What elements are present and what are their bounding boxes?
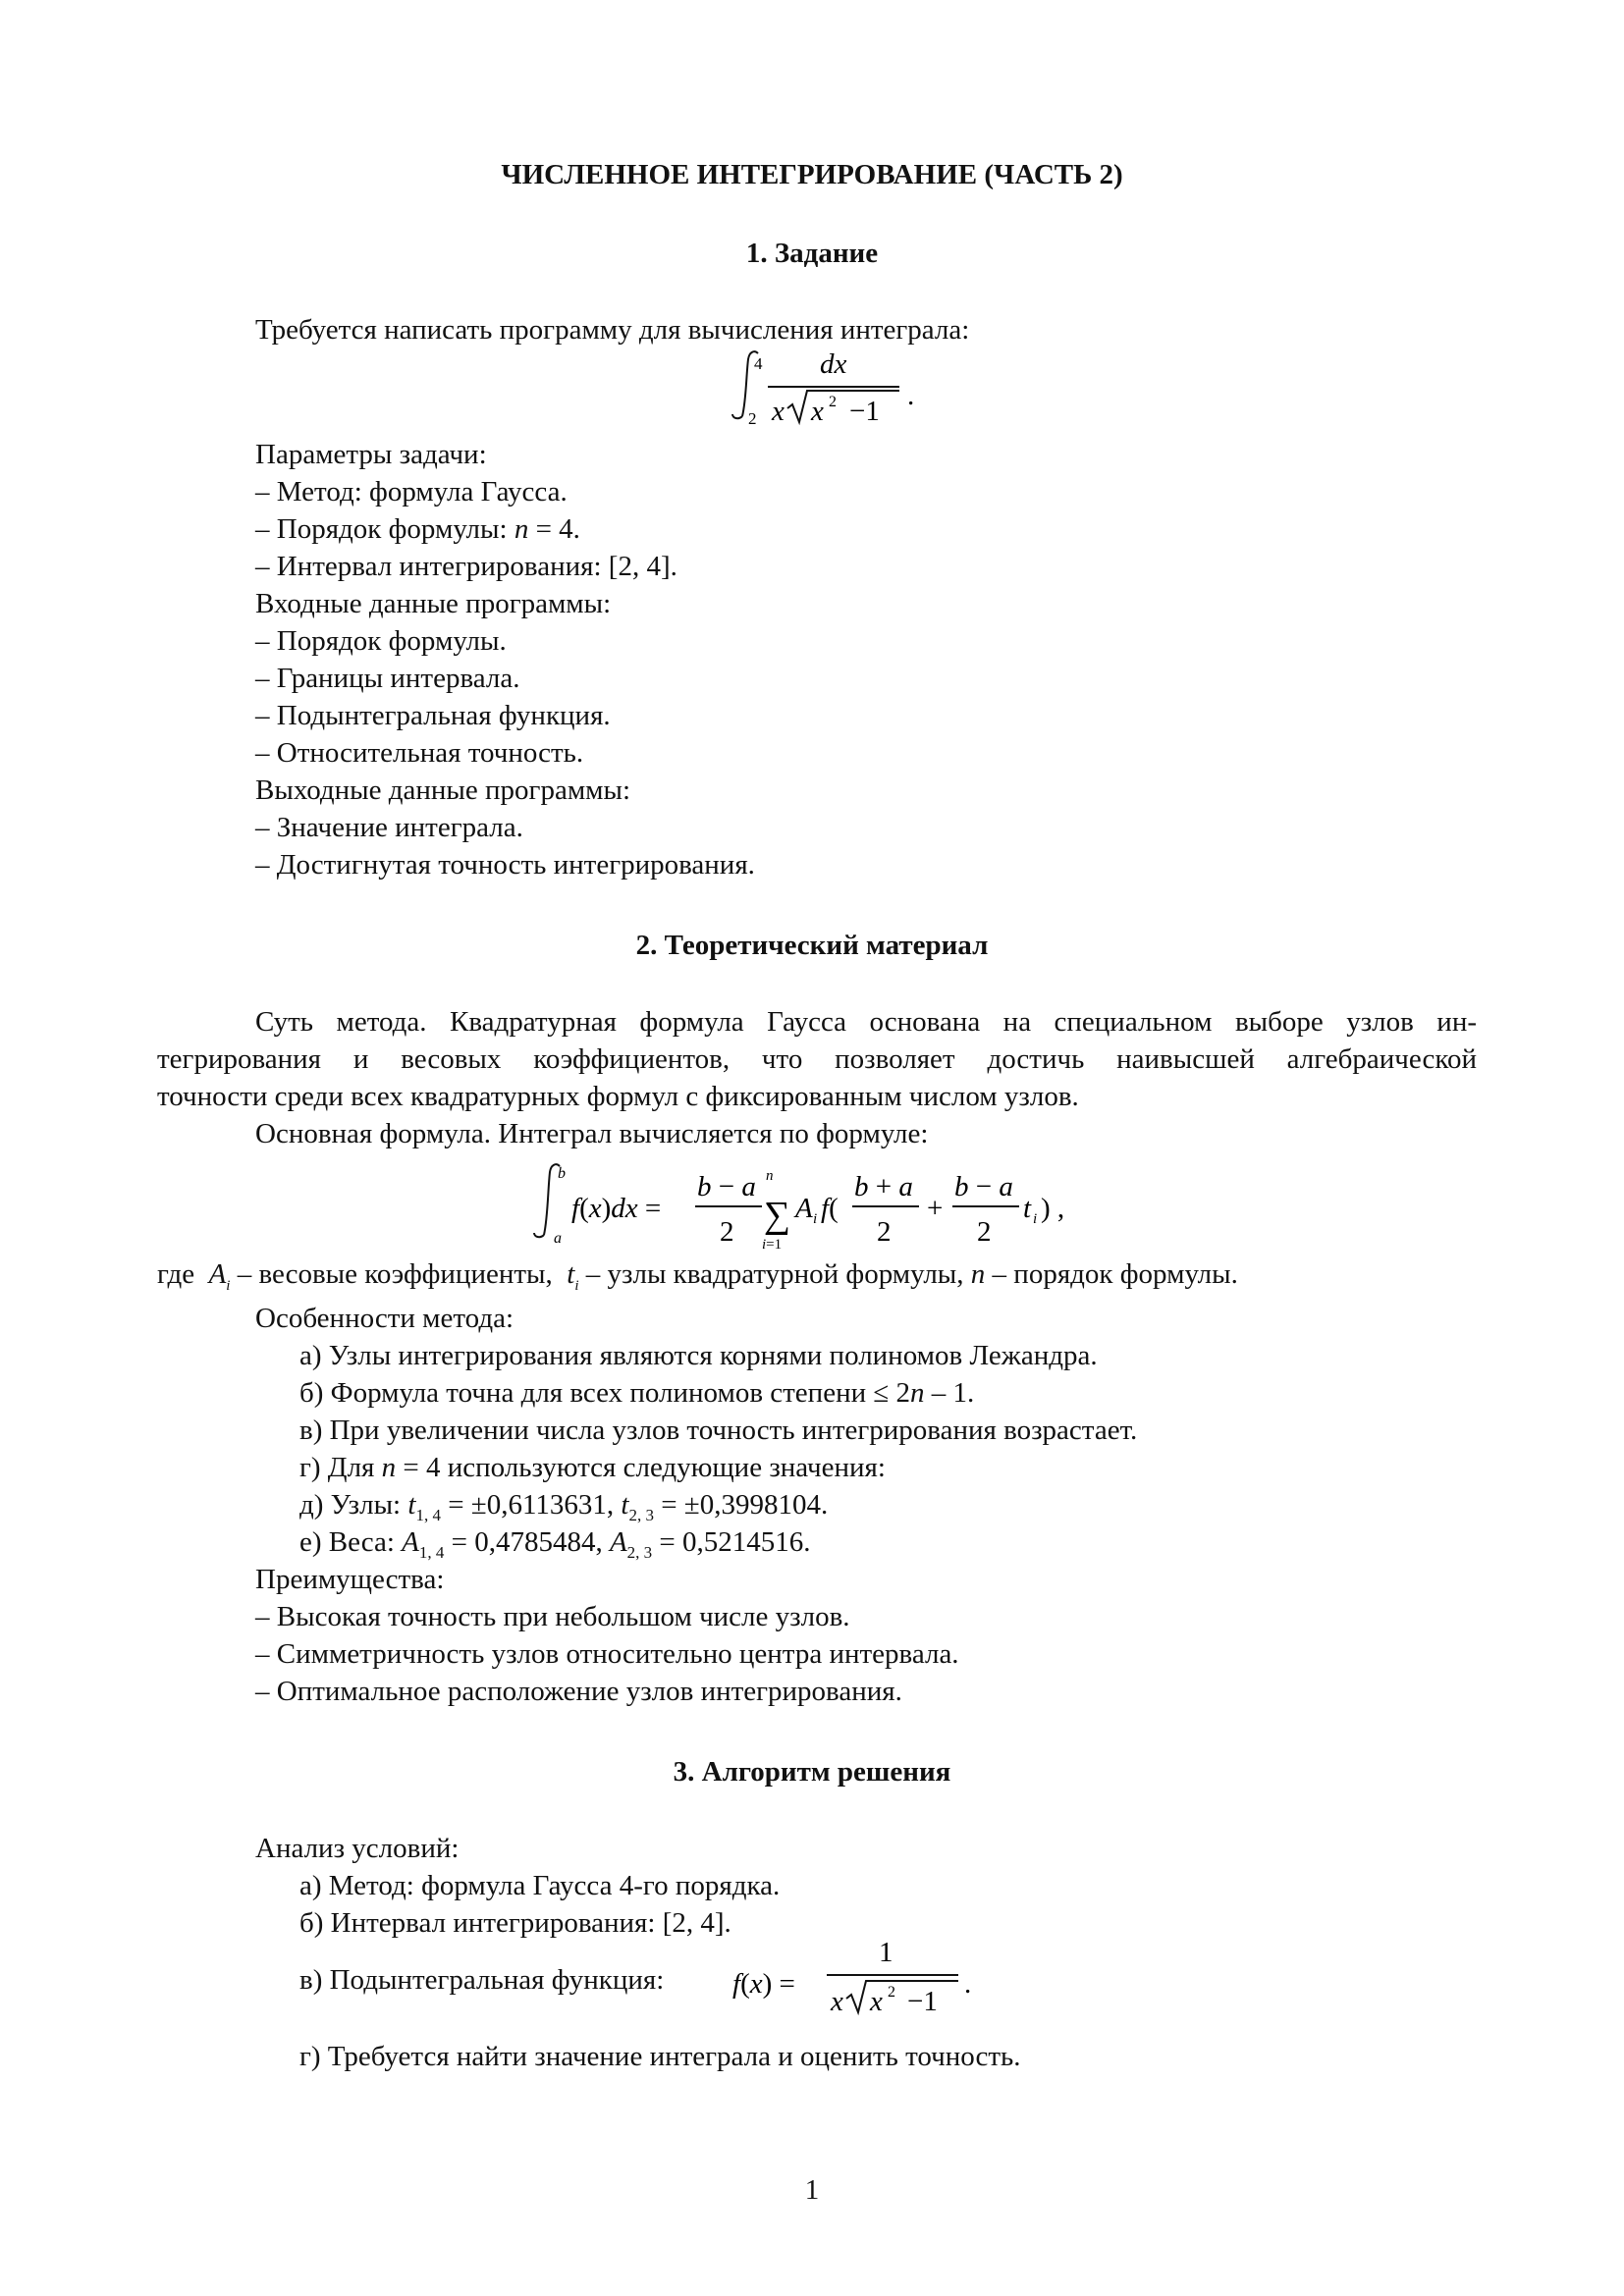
svg-text:2: 2	[720, 1216, 734, 1248]
feature-item: в) При увеличении числа узлов точность интегрирования возрастает.	[299, 1415, 1138, 1446]
features-title: Особенности метода:	[255, 1303, 514, 1334]
feature-item: г) Для n = 4 используются следующие значения:	[299, 1452, 886, 1483]
input-item: – Подынтегральная функция.	[255, 700, 611, 731]
svg-text:f(x) =: f(x) =	[732, 1968, 795, 2000]
svg-text:n: n	[766, 1168, 774, 1184]
formula-intro: Основная формула. Интеграл вычисляется по формуле:	[255, 1118, 929, 1149]
svg-text:b: b	[558, 1165, 566, 1182]
svg-text:+: +	[927, 1193, 944, 1224]
svg-text:A: A	[795, 1193, 813, 1224]
advantage-item: – Оптимальное расположение узлов интегрирования.	[255, 1676, 902, 1707]
analysis-item-function: в) Подынтегральная функция:	[299, 1964, 665, 1996]
gauss-formula	[530, 1156, 1119, 1255]
task-integral-formula	[727, 346, 923, 430]
method-paragraph-line-2: тегрирования и весовых коэффициентов, что позволяет достичь наивысшей алгебраической	[157, 1043, 1477, 1075]
svg-text:a: a	[554, 1230, 562, 1247]
analysis-item: б) Интервал интегрирования: [2, 4].	[299, 1907, 731, 1939]
svg-text:b + a: b + a	[854, 1171, 913, 1202]
analysis-item: а) Метод: формула Гаусса 4-го порядка.	[299, 1870, 781, 1901]
feature-item-nodes: д) Узлы: $t_{1, 4} = \pm 0,6113631$, $t_{2, 3} = \pm 0,3998104$.	[299, 1489, 829, 1524]
svg-text:i: i	[1033, 1211, 1038, 1227]
integral-lower-limit: 2	[748, 409, 757, 428]
integrand-formula	[727, 1932, 972, 2020]
advantage-item: – Высокая точность при небольшом числе узлов.	[255, 1601, 850, 1632]
svg-text:.: .	[964, 1968, 972, 2000]
integral-numerator: dx	[820, 348, 847, 380]
analysis-item: г) Требуется найти значение интеграла и оценить точность.	[299, 2041, 1021, 2072]
svg-text:x: x	[870, 1986, 883, 2017]
svg-text:t: t	[1023, 1193, 1032, 1224]
output-title: Выходные данные программы:	[255, 774, 631, 806]
svg-text:f(: f(	[821, 1193, 839, 1224]
input-item: – Относительная точность.	[255, 737, 584, 769]
svg-text:∑: ∑	[764, 1195, 791, 1236]
svg-text:x: x	[831, 1986, 843, 2017]
feature-item-weights: е) Веса: $A_{1, 4} = 0,4785484$, $A_{2, 3} = 0,5214516$.	[299, 1526, 811, 1562]
svg-text:−1: −1	[907, 1986, 938, 2017]
document-title: ЧИСЛЕННОЕ ИНТЕГРИРОВАНИЕ (ЧАСТЬ 2)	[501, 159, 1123, 190]
input-item: – Границы интервала.	[255, 663, 520, 694]
svg-text:) ,: ) ,	[1041, 1193, 1065, 1224]
task-intro: Требуется написать программу для вычисления интеграла:	[255, 314, 970, 346]
svg-text:b − a: b − a	[697, 1171, 756, 1202]
svg-text:2: 2	[977, 1216, 992, 1248]
integral-period: .	[907, 380, 915, 411]
feature-item: а) Узлы интегрирования являются корнями полиномов Лежандра.	[299, 1340, 1098, 1371]
method-paragraph-line-1: Суть метода. Квадратурная формула Гаусса основана на специальном выборе узлов ин-	[255, 1006, 1477, 1038]
integral-upper-limit: 4	[754, 354, 763, 373]
svg-text:f(x)dx =: f(x)dx =	[571, 1193, 662, 1224]
section-1-heading: 1. Задание	[745, 238, 879, 269]
param-method: – Метод: формула Гаусса.	[255, 476, 568, 507]
param-order: – Порядок формулы: n = 4.	[255, 513, 580, 545]
denominator-x: x	[772, 396, 785, 427]
section-3-heading: 3. Алгоритм решения	[673, 1756, 951, 1788]
svg-text:i: i	[813, 1211, 818, 1227]
page-number: 1	[804, 2174, 820, 2206]
output-item: – Достигнутая точность интегрирования.	[255, 849, 755, 881]
svg-text:b − a: b − a	[954, 1171, 1013, 1202]
radicand-minus-one: −1	[849, 396, 880, 427]
feature-item: б) Формула точна для всех полиномов степени ≤ 2n – 1.	[299, 1377, 975, 1409]
input-item: – Порядок формулы.	[255, 625, 507, 657]
method-paragraph-line-3: точности среди всех квадратурных формул с фиксированным числом узлов.	[157, 1081, 1079, 1112]
where-line: где $A_i$ – весовые коэффициенты, $t_i$ – узлы квадратурной формулы, n – порядок формулы.	[157, 1258, 1238, 1294]
svg-text:2: 2	[888, 1984, 895, 2001]
output-item: – Значение интеграла.	[255, 812, 523, 843]
svg-text:2: 2	[877, 1216, 892, 1248]
svg-text:1: 1	[879, 1937, 893, 1968]
radicand-power: 2	[829, 394, 837, 410]
advantages-title: Преимущества:	[255, 1564, 445, 1595]
advantage-item: – Симметричность узлов относительно центра интервала.	[255, 1638, 959, 1670]
radicand-x: x	[811, 396, 824, 427]
section-2-heading: 2. Теоретический материал	[635, 930, 989, 961]
params-title: Параметры задачи:	[255, 439, 487, 470]
analysis-title: Анализ условий:	[255, 1833, 460, 1864]
input-title: Входные данные программы:	[255, 588, 612, 619]
svg-text:i=1: i=1	[762, 1237, 783, 1253]
param-interval: – Интервал интегрирования: [2, 4].	[255, 551, 677, 582]
